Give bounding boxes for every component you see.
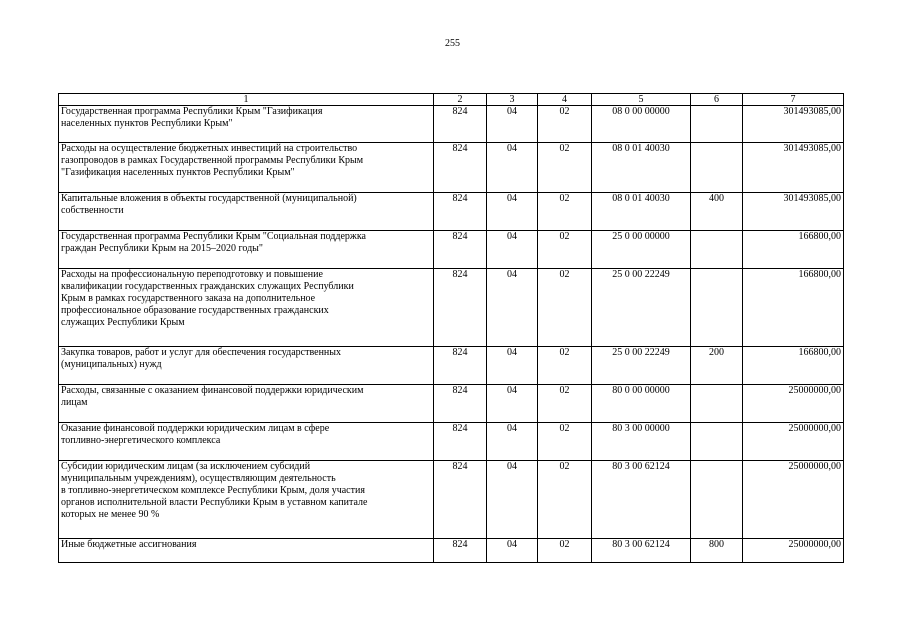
row-section-code: 04 xyxy=(487,231,538,269)
row-expense-type xyxy=(691,231,743,269)
row-ministry-code: 824 xyxy=(434,539,487,563)
row-ministry-code: 824 xyxy=(434,193,487,231)
row-expense-type: 800 xyxy=(691,539,743,563)
column-header-6: 6 xyxy=(691,94,743,106)
row-ministry-code: 824 xyxy=(434,385,487,423)
row-amount: 301493085,00 xyxy=(743,106,844,143)
row-ministry-code: 824 xyxy=(434,106,487,143)
row-amount: 301493085,00 xyxy=(743,193,844,231)
row-expense-type: 200 xyxy=(691,347,743,385)
column-header-5: 5 xyxy=(592,94,691,106)
row-expense-type xyxy=(691,143,743,193)
table-row xyxy=(59,231,844,269)
row-amount: 25000000,00 xyxy=(743,385,844,423)
row-amount: 166800,00 xyxy=(743,269,844,347)
row-name: Субсидии юридическим лицам (за исключением субсидий муниципальным учреждениям), осуществляющим деятельность в топливно-энергетическом комплексе Республики Крым, доля участия органов исполнительной власти Республики Крым в уставном капитале которых не менее 90 % xyxy=(59,461,434,539)
row-expense-type xyxy=(691,423,743,461)
row-ministry-code: 824 xyxy=(434,423,487,461)
row-section-code: 04 xyxy=(487,423,538,461)
row-amount: 25000000,00 xyxy=(743,539,844,563)
column-header-1: 1 xyxy=(59,94,434,106)
table-row xyxy=(59,385,844,423)
row-ministry-code: 824 xyxy=(434,143,487,193)
row-subsection-code: 02 xyxy=(538,539,592,563)
row-target-code: 25 0 00 22249 xyxy=(592,347,691,385)
column-header-2: 2 xyxy=(434,94,487,106)
row-target-code: 80 0 00 00000 xyxy=(592,385,691,423)
table-row xyxy=(59,347,844,385)
row-section-code: 04 xyxy=(487,461,538,539)
row-ministry-code: 824 xyxy=(434,347,487,385)
column-header-3: 3 xyxy=(487,94,538,106)
page-number: 255 xyxy=(445,38,460,49)
row-target-code: 08 0 00 00000 xyxy=(592,106,691,143)
table-row xyxy=(59,269,844,347)
row-amount: 301493085,00 xyxy=(743,143,844,193)
row-expense-type xyxy=(691,461,743,539)
row-subsection-code: 02 xyxy=(538,231,592,269)
row-ministry-code: 824 xyxy=(434,461,487,539)
header-row xyxy=(59,94,844,106)
row-section-code: 04 xyxy=(487,385,538,423)
table-row xyxy=(59,106,844,143)
table-row xyxy=(59,423,844,461)
table-row xyxy=(59,539,844,563)
row-expense-type xyxy=(691,106,743,143)
row-subsection-code: 02 xyxy=(538,461,592,539)
row-name: Иные бюджетные ассигнования xyxy=(59,539,434,563)
row-name: Государственная программа Республики Крым "Газификация населенных пунктов Республики Крым" xyxy=(59,106,434,143)
row-name: Закупка товаров, работ и услуг для обеспечения государственных (муниципальных) нужд xyxy=(59,347,434,385)
row-amount: 25000000,00 xyxy=(743,461,844,539)
row-name: Капитальные вложения в объекты государственной (муниципальной) собственности xyxy=(59,193,434,231)
row-expense-type: 400 xyxy=(691,193,743,231)
row-target-code: 08 0 01 40030 xyxy=(592,193,691,231)
row-subsection-code: 02 xyxy=(538,423,592,461)
row-ministry-code: 824 xyxy=(434,231,487,269)
row-section-code: 04 xyxy=(487,539,538,563)
row-name: Расходы на осуществление бюджетных инвестиций на строительство газопроводов в рамках Государственной программы Республики Крым "Газификация населенных пунктов Республики Крым" xyxy=(59,143,434,193)
row-name: Расходы на профессиональную переподготовку и повышение квалификации государственных гражданских служащих Республики Крым в рамках государственного заказа на дополнительное профессиональное образование государственных гражданских служащих Республики Крым xyxy=(59,269,434,347)
row-section-code: 04 xyxy=(487,347,538,385)
row-expense-type xyxy=(691,269,743,347)
budget-table xyxy=(58,93,844,563)
row-name: Расходы, связанные с оказанием финансовой поддержки юридическим лицам xyxy=(59,385,434,423)
row-target-code: 25 0 00 22249 xyxy=(592,269,691,347)
row-amount: 25000000,00 xyxy=(743,423,844,461)
table-row xyxy=(59,143,844,193)
row-name: Государственная программа Республики Крым "Социальная поддержка граждан Республики Крым на 2015–2020 годы" xyxy=(59,231,434,269)
column-header-4: 4 xyxy=(538,94,592,106)
row-amount: 166800,00 xyxy=(743,347,844,385)
row-subsection-code: 02 xyxy=(538,143,592,193)
row-subsection-code: 02 xyxy=(538,385,592,423)
row-subsection-code: 02 xyxy=(538,106,592,143)
row-target-code: 08 0 01 40030 xyxy=(592,143,691,193)
row-subsection-code: 02 xyxy=(538,347,592,385)
row-target-code: 80 3 00 62124 xyxy=(592,461,691,539)
table-row xyxy=(59,193,844,231)
row-section-code: 04 xyxy=(487,143,538,193)
row-expense-type xyxy=(691,385,743,423)
row-section-code: 04 xyxy=(487,106,538,143)
row-target-code: 25 0 00 00000 xyxy=(592,231,691,269)
row-section-code: 04 xyxy=(487,193,538,231)
table-row xyxy=(59,461,844,539)
row-target-code: 80 3 00 00000 xyxy=(592,423,691,461)
row-amount: 166800,00 xyxy=(743,231,844,269)
row-subsection-code: 02 xyxy=(538,193,592,231)
column-header-7: 7 xyxy=(743,94,844,106)
row-ministry-code: 824 xyxy=(434,269,487,347)
row-subsection-code: 02 xyxy=(538,269,592,347)
row-section-code: 04 xyxy=(487,269,538,347)
row-name: Оказание финансовой поддержки юридическим лицам в сфере топливно-энергетического комплекса xyxy=(59,423,434,461)
row-target-code: 80 3 00 62124 xyxy=(592,539,691,563)
